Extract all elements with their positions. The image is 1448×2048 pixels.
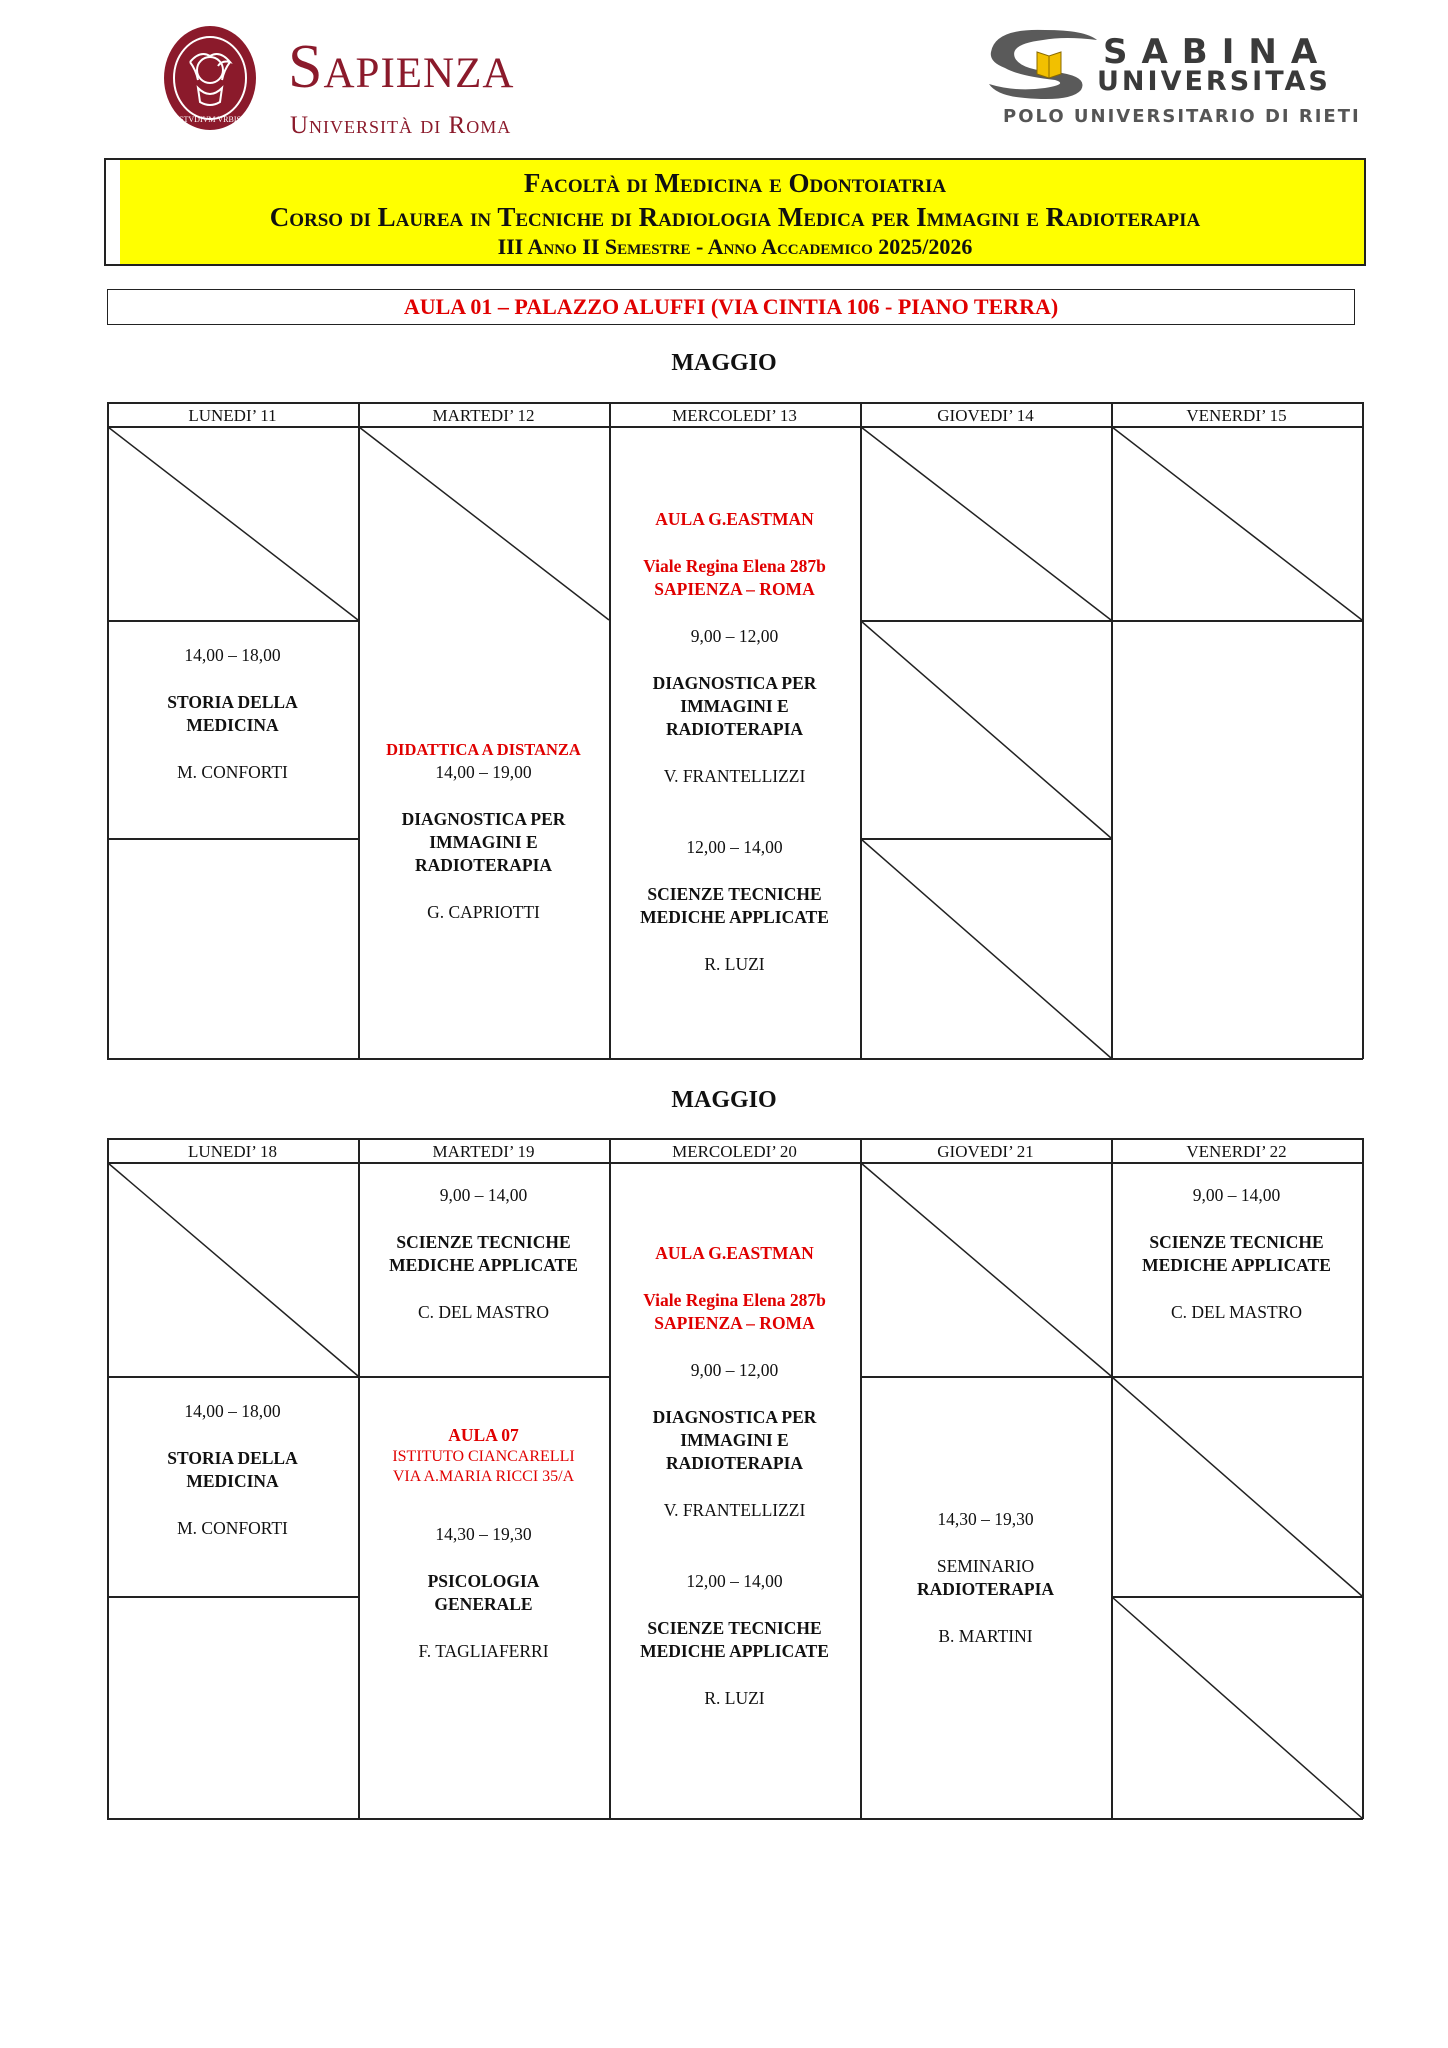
lesson-time: 9,00 – 12,00 [690, 1360, 779, 1380]
lesson-course: GENERALE [434, 1594, 533, 1614]
lesson-tue-19-am [358, 1184, 609, 1324]
day-header: MARTEDI’ 19 [432, 1142, 535, 1161]
lesson-teacher: M. CONFORTI [177, 762, 288, 782]
lesson-teacher: B. MARTINI [938, 1626, 1033, 1646]
day-header: LUNEDI’ 11 [188, 406, 277, 425]
lesson-time: 14,00 – 19,00 [435, 762, 532, 782]
lesson-teacher: M. CONFORTI [177, 1518, 288, 1538]
lesson-address: VIA A.MARIA RICCI 35/A [392, 1468, 575, 1485]
lesson-course: MEDICINA [186, 1471, 279, 1491]
lesson-time: 14,00 – 18,00 [184, 1401, 281, 1421]
day-header: MARTEDI’ 12 [432, 406, 535, 425]
lesson-tue-19-pm [358, 1424, 609, 1663]
lesson-teacher: R. LUZI [704, 1688, 765, 1708]
lesson-course: MEDICHE APPLICATE [389, 1255, 578, 1275]
lesson-time: 9,00 – 14,00 [439, 1185, 528, 1205]
lesson-course: SCIENZE TECNICHE [396, 1232, 571, 1252]
lesson-course: RADIOTERAPIA [665, 719, 804, 739]
lesson-course: MEDICHE APPLICATE [1142, 1255, 1331, 1275]
lesson-address: Viale Regina Elena 287b [643, 1290, 826, 1310]
lesson-course: SEMINARIO [936, 1556, 1035, 1576]
sapienza-logo [160, 22, 580, 142]
lesson-address: SAPIENZA – ROMA [654, 579, 815, 599]
lesson-time: 14,30 – 19,30 [937, 1509, 1034, 1529]
day-header: MERCOLEDI’ 20 [672, 1142, 797, 1161]
sapienza-name: Sapienza [288, 33, 515, 101]
sabina-universitas: UNIVERSITAS [1097, 66, 1331, 97]
lesson-address: ISTITUTO CIANCARELLI [392, 1448, 575, 1465]
week1-month: MAGGIO [671, 350, 777, 376]
lesson-room: AULA G.EASTMAN [655, 509, 814, 529]
week1-table [107, 402, 1363, 1062]
sapienza-subtitle: Università di Roma [290, 112, 512, 139]
lesson-address: SAPIENZA – ROMA [654, 1313, 815, 1333]
lesson-course: DIAGNOSTICA PER [652, 673, 817, 693]
course-title: Corso di Laurea in Tecniche di Radiologia Medica per Immagini e Radioterapia [269, 202, 1201, 232]
lesson-fri-22-am [1111, 1184, 1362, 1324]
lesson-course: RADIOTERAPIA [414, 855, 553, 875]
week2-month: MAGGIO [671, 1087, 777, 1113]
lesson-note: DIDATTICA A DISTANZA [386, 740, 581, 759]
lesson-time: 12,00 – 14,00 [686, 1571, 783, 1591]
faculty-title: Facoltà di Medicina e Odontoiatria [523, 168, 947, 198]
sabina-book-icon [985, 22, 1105, 102]
day-header: LUNEDI’ 18 [188, 1142, 277, 1161]
sabina-title: SABINA [1103, 32, 1332, 72]
day-header: GIOVEDI’ 21 [937, 1142, 1034, 1161]
lesson-wed-20 [609, 1242, 860, 1710]
lesson-course: DIAGNOSTICA PER [401, 809, 566, 829]
lesson-course: SCIENZE TECNICHE [1149, 1232, 1324, 1252]
week2-table [107, 1138, 1363, 1822]
day-header: VENERDI’ 15 [1186, 406, 1287, 425]
lesson-course: MEDICINA [186, 715, 279, 735]
lesson-course: MEDICHE APPLICATE [640, 1641, 829, 1661]
lesson-teacher: F. TAGLIAFERRI [418, 1641, 549, 1661]
lesson-course: RADIOTERAPIA [916, 1579, 1055, 1599]
sabina-polo: POLO UNIVERSITARIO DI RIETI [1003, 106, 1361, 127]
lesson-time: 12,00 – 14,00 [686, 837, 783, 857]
lesson-course: IMMAGINI E [680, 1430, 789, 1450]
lesson-course: SCIENZE TECNICHE [647, 1618, 822, 1638]
lesson-teacher: C. DEL MASTRO [1170, 1302, 1303, 1322]
day-header: MERCOLEDI’ 13 [672, 406, 797, 425]
lesson-mon-11 [107, 644, 358, 784]
lesson-wed-13 [609, 508, 860, 976]
sabina-logo [985, 22, 1385, 132]
lesson-mon-18 [107, 1400, 358, 1540]
lesson-room: AULA 07 [448, 1425, 519, 1445]
lesson-address: Viale Regina Elena 287b [643, 556, 826, 576]
lesson-time: 14,00 – 18,00 [184, 645, 281, 665]
svg-text:STVDIVM VRBIS: STVDIVM VRBIS [179, 115, 241, 124]
lesson-course: SCIENZE TECNICHE [647, 884, 822, 904]
lesson-time: 9,00 – 12,00 [690, 626, 779, 646]
lesson-time: 9,00 – 14,00 [1192, 1185, 1281, 1205]
lesson-course: DIAGNOSTICA PER [652, 1407, 817, 1427]
lesson-course: RADIOTERAPIA [665, 1453, 804, 1473]
lesson-teacher: G. CAPRIOTTI [427, 902, 540, 922]
sapienza-seal-icon [160, 22, 260, 134]
faculty-title-box [104, 158, 1366, 266]
lesson-thu-21 [860, 1508, 1111, 1648]
lesson-course: STORIA DELLA [167, 1448, 298, 1468]
room-banner: AULA 01 – PALAZZO ALUFFI (VIA CINTIA 106 - PIANO TERRA) [107, 289, 1355, 325]
lesson-course: IMMAGINI E [429, 832, 538, 852]
lesson-course: IMMAGINI E [680, 696, 789, 716]
day-header: GIOVEDI’ 14 [937, 406, 1034, 425]
lesson-teacher: V. FRANTELLIZZI [663, 766, 806, 786]
lesson-teacher: V. FRANTELLIZZI [663, 1500, 806, 1520]
lesson-teacher: C. DEL MASTRO [417, 1302, 550, 1322]
lesson-course: STORIA DELLA [167, 692, 298, 712]
lesson-time: 14,30 – 19,30 [435, 1524, 532, 1544]
lesson-course: PSICOLOGIA [427, 1571, 540, 1591]
lesson-room: AULA G.EASTMAN [655, 1243, 814, 1263]
day-header: VENERDI’ 22 [1186, 1142, 1287, 1161]
year-title: III Anno II Semestre - Anno Accademico 2025/2026 [497, 234, 973, 259]
lesson-course: MEDICHE APPLICATE [640, 907, 829, 927]
lesson-tue-12 [358, 738, 609, 924]
lesson-teacher: R. LUZI [704, 954, 765, 974]
